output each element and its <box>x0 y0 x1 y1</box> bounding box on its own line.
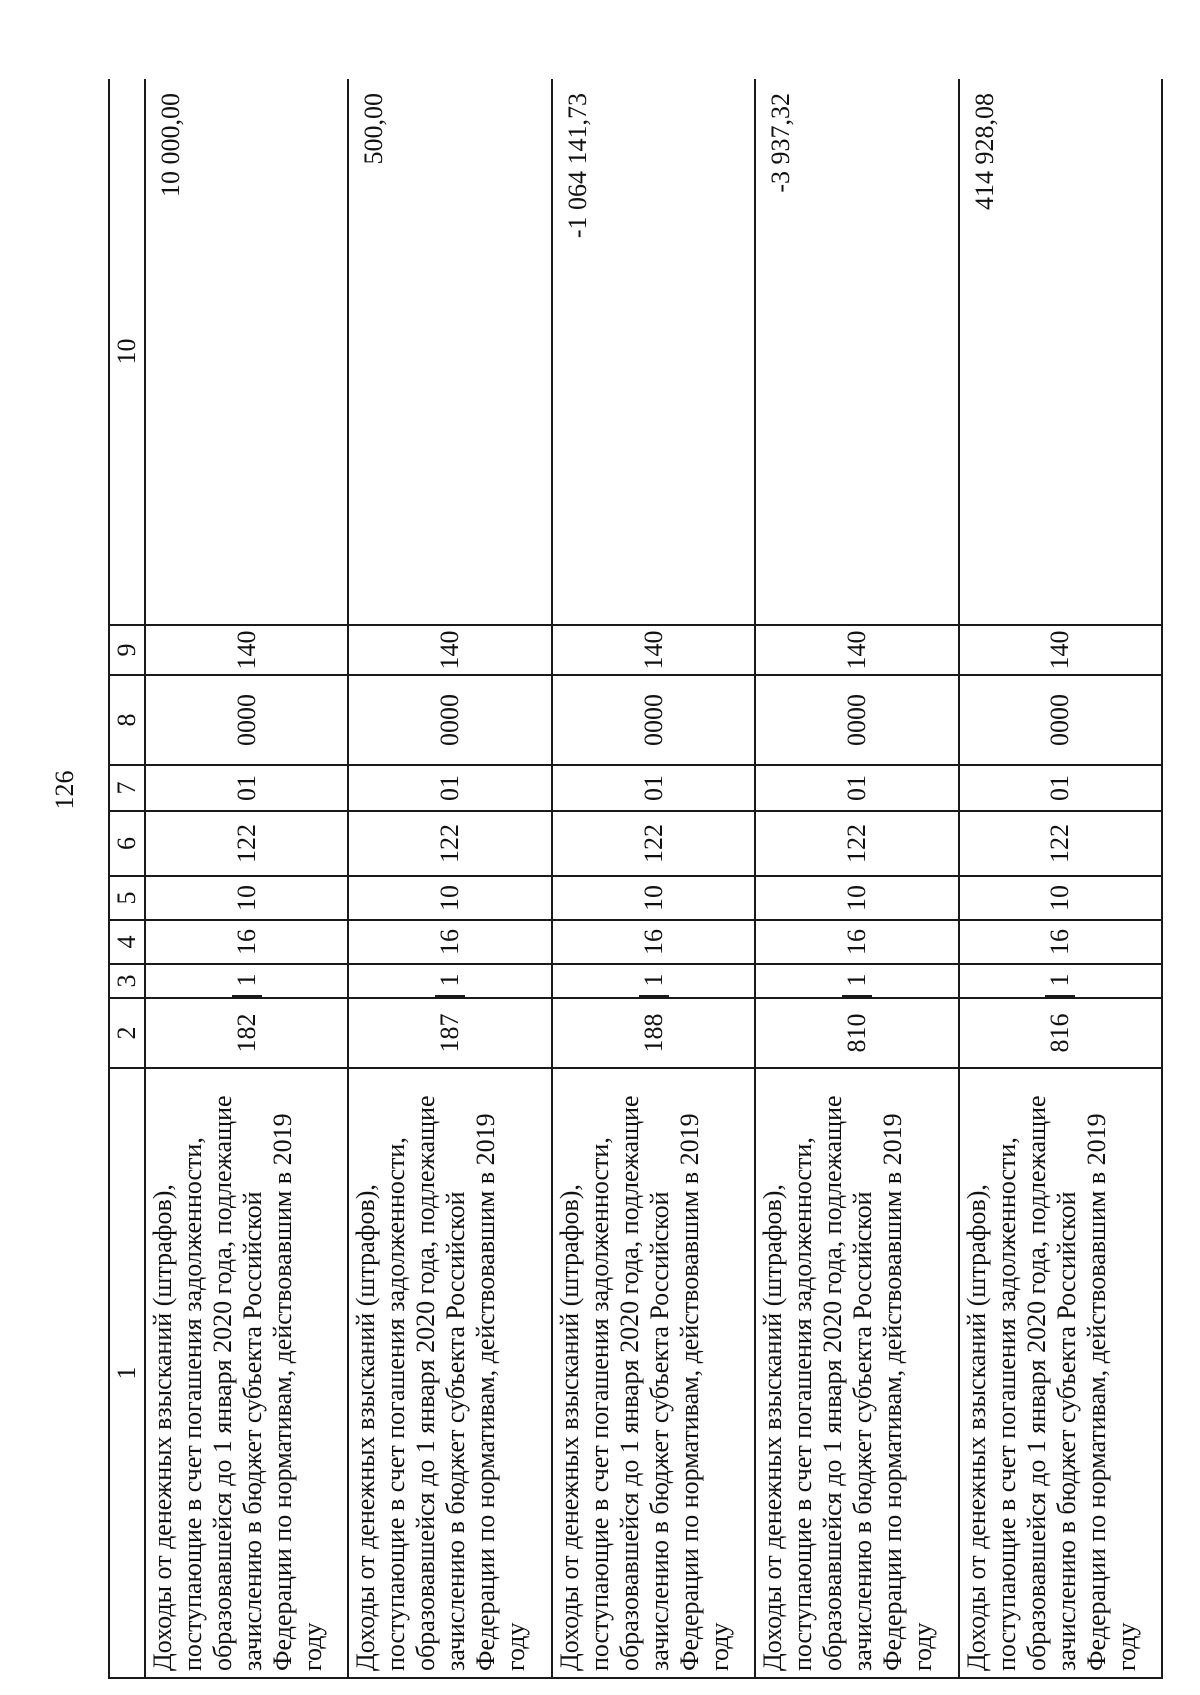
article-code-cell: 10 <box>552 876 755 920</box>
page-number: 126 <box>50 770 79 810</box>
header-col-6: 6 <box>109 811 145 876</box>
group-code-cell <box>552 964 755 998</box>
group-code-cell <box>348 964 551 998</box>
element-code-cell: 01 <box>145 765 348 811</box>
group-code-cell <box>755 964 958 998</box>
program-code-cell: 0000 <box>755 675 958 765</box>
table-row <box>755 79 958 1678</box>
program-code-cell: 0000 <box>145 675 348 765</box>
table-row <box>959 79 1162 1678</box>
row-description: Доходы от денежных взысканий (штрафов), поступающие в счет погашения задолженности, образовавшейся до 1 января 2020 года, подлежащие зачислению в бюджет субъекта Российской Федерации по нормативам, действовавшим в 2019 году <box>755 1068 958 1678</box>
admin-code-cell: 816 <box>959 998 1162 1068</box>
amount-cell: 500,00 <box>348 79 551 625</box>
subarticle-code-cell: 122 <box>348 811 551 876</box>
header-col-7: 7 <box>109 765 145 811</box>
element-code-cell: 01 <box>959 765 1162 811</box>
rotated-table-wrapper <box>108 79 1163 1679</box>
header-col-2: 2 <box>109 998 145 1068</box>
subgroup-code-cell: 16 <box>755 920 958 964</box>
subgroup-code-cell: 16 <box>348 920 551 964</box>
element-code-cell: 01 <box>348 765 551 811</box>
subgroup-code-cell: 16 <box>959 920 1162 964</box>
subarticle-code-cell: 122 <box>145 811 348 876</box>
subgroup-code-cell: 16 <box>552 920 755 964</box>
group-code-cell <box>145 964 348 998</box>
header-col-1: 1 <box>109 1068 145 1678</box>
program-code-cell: 0000 <box>552 675 755 765</box>
amount-cell: 10 000,00 <box>145 79 348 625</box>
table-row <box>348 79 551 1678</box>
article-code-cell: 10 <box>145 876 348 920</box>
article-code-cell: 10 <box>959 876 1162 920</box>
economic-code-cell: 140 <box>348 625 551 675</box>
table-rotation-frame <box>108 79 1163 1679</box>
header-col-10: 10 <box>109 79 145 625</box>
article-code-cell: 10 <box>348 876 551 920</box>
economic-code-cell: 140 <box>959 625 1162 675</box>
admin-code-cell: 810 <box>755 998 958 1068</box>
program-code-cell: 0000 <box>348 675 551 765</box>
economic-code-cell: 140 <box>755 625 958 675</box>
table-header-row <box>109 79 145 1678</box>
revenue-table <box>108 79 1163 1679</box>
subarticle-code-cell: 122 <box>959 811 1162 876</box>
amount-cell: -1 064 141,73 <box>552 79 755 625</box>
header-col-3: 3 <box>109 964 145 998</box>
row-description: Доходы от денежных взысканий (штрафов), поступающие в счет погашения задолженности, образовавшейся до 1 января 2020 года, подлежащие зачислению в бюджет субъекта Российской Федерации по нормативам, действовавшим в 2019 году <box>145 1068 348 1678</box>
admin-code-cell: 187 <box>348 998 551 1068</box>
table-row <box>552 79 755 1678</box>
amount-cell: 414 928,08 <box>959 79 1162 625</box>
article-code-cell: 10 <box>755 876 958 920</box>
group-code-value: 1 <box>1045 965 1075 997</box>
row-description: Доходы от денежных взысканий (штрафов), поступающие в счет погашения задолженности, образовавшейся до 1 января 2020 года, подлежащие зачислению в бюджет субъекта Российской Федерации по нормативам, действовавшим в 2019 году <box>959 1068 1162 1678</box>
row-description: Доходы от денежных взысканий (штрафов), поступающие в счет погашения задолженности, образовавшейся до 1 января 2020 года, подлежащие зачислению в бюджет субъекта Российской Федерации по нормативам, действовавшим в 2019 году <box>348 1068 551 1678</box>
group-code-value: 1 <box>232 965 262 997</box>
subgroup-code-cell: 16 <box>145 920 348 964</box>
admin-code-cell: 188 <box>552 998 755 1068</box>
subarticle-code-cell: 122 <box>552 811 755 876</box>
header-col-4: 4 <box>109 920 145 964</box>
element-code-cell: 01 <box>755 765 958 811</box>
group-code-value: 1 <box>435 965 465 997</box>
economic-code-cell: 140 <box>552 625 755 675</box>
program-code-cell: 0000 <box>959 675 1162 765</box>
admin-code-cell: 182 <box>145 998 348 1068</box>
header-col-8: 8 <box>109 675 145 765</box>
economic-code-cell: 140 <box>145 625 348 675</box>
amount-cell: -3 937,32 <box>755 79 958 625</box>
group-code-value: 1 <box>842 965 872 997</box>
group-code-cell <box>959 964 1162 998</box>
row-description: Доходы от денежных взысканий (штрафов), поступающие в счет погашения задолженности, образовавшейся до 1 января 2020 года, подлежащие зачислению в бюджет субъекта Российской Федерации по нормативам, действовавшим в 2019 году <box>552 1068 755 1678</box>
group-code-value: 1 <box>639 965 669 997</box>
header-col-9: 9 <box>109 625 145 675</box>
header-col-5: 5 <box>109 876 145 920</box>
element-code-cell: 01 <box>552 765 755 811</box>
table-row <box>145 79 348 1678</box>
subarticle-code-cell: 122 <box>755 811 958 876</box>
